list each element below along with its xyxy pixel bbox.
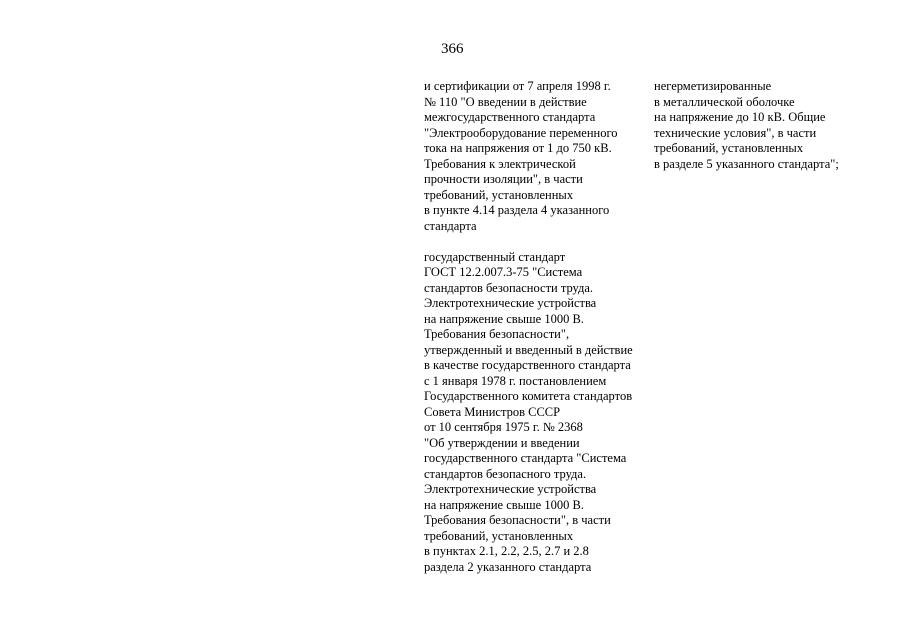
text-line: в разделе 5 указанного стандарта"; (654, 156, 839, 171)
text-line: Государственного комитета стандартов (424, 389, 633, 403)
text-line: ГОСТ 12.2.007.3-75 "Система (424, 265, 583, 279)
text-block (424, 79, 633, 234)
text-line: технические условия", в части (654, 125, 817, 140)
text-line: в металлической оболочке (654, 94, 795, 109)
right-column (654, 79, 839, 172)
text-line: стандартов безопасного труда. (424, 466, 587, 481)
text-block (424, 250, 633, 576)
text-line: с 1 января 1978 г. постановлением (424, 373, 607, 388)
text-line: № 110 "О введении в действие (424, 94, 587, 109)
text-line: "Об утверждении и введении (424, 435, 580, 450)
left-column (424, 79, 633, 575)
text-line: Требования безопасности", (424, 327, 570, 341)
text-line: Совета Министров СССР (424, 404, 561, 419)
text-line: Электротехнические устройства (424, 482, 597, 496)
text-line: раздела 2 указанного стандарта (424, 559, 592, 574)
text-line: негерметизированные (654, 79, 772, 93)
text-block (654, 79, 839, 172)
text-line: в качестве государственного стандарта (424, 358, 631, 372)
text-line: в пункте 4.14 раздела 4 указанного (424, 203, 610, 217)
text-line: требований, установленных (654, 141, 804, 155)
text-line: требований, установленных (424, 528, 574, 543)
text-line: утвержденный и введенный в действие (424, 342, 633, 357)
text-line: "Электрооборудование переменного (424, 125, 618, 140)
text-line: прочности изоляции", в части (424, 172, 583, 186)
text-line: на напряжение до 10 кВ. Общие (654, 110, 826, 124)
text-line: государственный стандарт (424, 249, 566, 264)
text-line: и сертификации от 7 апреля 1998 г. (424, 79, 611, 93)
text-line: Электротехнические устройства (424, 296, 597, 310)
text-line: от 10 сентября 1975 г. № 2368 (424, 420, 583, 434)
text-line: межгосударственного стандарта (424, 110, 596, 124)
text-line: в пунктах 2.1, 2.2, 2.5, 2.7 и 2.8 (424, 544, 589, 558)
text-line: стандарта (424, 218, 477, 233)
text-line: Требования безопасности", в части (424, 513, 611, 527)
page-number: 366 (441, 41, 464, 57)
text-line: Требования к электрической (424, 156, 576, 171)
text-line: тока на напряжения от 1 до 750 кВ. (424, 141, 612, 155)
text-line: государственного стандарта "Система (424, 451, 627, 465)
text-line: на напряжение свыше 1000 В. (424, 497, 584, 512)
text-line: стандартов безопасности труда. (424, 280, 594, 295)
text-line: требований, установленных (424, 187, 574, 202)
text-line: на напряжение свыше 1000 В. (424, 311, 584, 326)
